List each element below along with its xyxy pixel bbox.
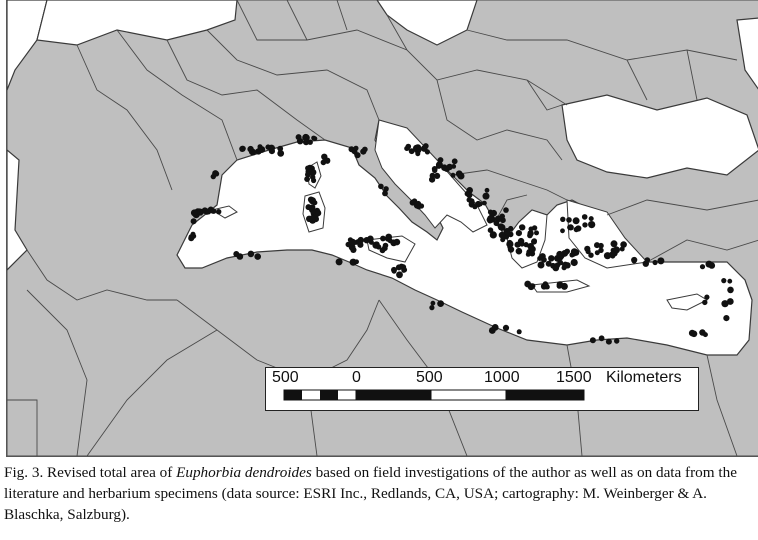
occurrence-dot [305, 166, 310, 171]
occurrence-dot [354, 146, 359, 151]
occurrence-dot [191, 209, 198, 216]
occurrence-dot [632, 258, 637, 263]
occurrence-dot [447, 164, 453, 170]
scale-tick-label: 500 [416, 369, 443, 386]
scale-segment [284, 390, 302, 400]
caption-species: Euphorbia dendroides [176, 464, 312, 481]
occurrence-dot [606, 339, 612, 345]
scale-segment [506, 390, 584, 400]
scale-tick-label: 1000 [484, 369, 520, 386]
occurrence-dot [721, 278, 726, 283]
occurrence-dot [416, 147, 421, 152]
occurrence-dot [429, 305, 434, 310]
occurrence-dot [645, 257, 651, 263]
occurrence-dot [545, 285, 550, 290]
occurrence-dot [254, 253, 261, 260]
occurrence-dot [349, 239, 356, 246]
occurrence-dot [369, 240, 374, 245]
occurrence-dot [519, 225, 524, 230]
occurrence-dot [490, 231, 497, 238]
occurrence-dot [325, 158, 331, 164]
occurrence-dot [653, 260, 658, 265]
occurrence-dot [500, 237, 505, 242]
occurrence-dot [436, 161, 443, 168]
occurrence-dot [611, 240, 618, 247]
occurrence-dot [709, 262, 716, 269]
occurrence-dot [657, 257, 664, 264]
occurrence-dot [212, 170, 219, 177]
scale-tick-label: 0 [352, 369, 361, 386]
occurrence-dot [613, 246, 620, 253]
occurrence-dot [586, 249, 591, 254]
occurrence-dot [191, 218, 197, 224]
occurrence-dot [336, 258, 343, 265]
occurrence-dot [482, 201, 487, 206]
occurrence-dot [248, 251, 255, 258]
occurrence-dot [702, 300, 707, 305]
occurrence-dot [431, 301, 436, 306]
occurrence-dot [494, 220, 500, 226]
occurrence-dot [498, 225, 503, 230]
occurrence-dot [485, 188, 490, 193]
occurrence-dot [529, 227, 534, 232]
occurrence-dot [354, 259, 359, 264]
occurrence-dot [268, 145, 275, 152]
occurrence-dot [308, 140, 313, 145]
occurrence-dot [562, 262, 569, 269]
occurrence-dot [383, 243, 389, 249]
occurrence-dot [206, 208, 211, 213]
occurrence-dot [478, 202, 483, 207]
caption-prefix: Fig. 3. Revised total area of [4, 464, 177, 481]
occurrence-dot [488, 210, 493, 215]
occurrence-dot [306, 204, 312, 210]
occurrence-dot [721, 300, 728, 307]
occurrence-dot [296, 134, 302, 140]
occurrence-dot [350, 247, 356, 253]
occurrence-dot [589, 216, 594, 221]
occurrence-dot [304, 176, 310, 182]
occurrence-dot [247, 146, 253, 152]
scale-tick-label: 1500 [556, 369, 592, 386]
occurrence-dot [257, 147, 262, 152]
occurrence-dot [566, 217, 572, 223]
occurrence-dot [518, 238, 524, 244]
occurrence-dot [388, 238, 393, 243]
occurrence-dot [396, 271, 403, 278]
occurrence-dot [541, 257, 547, 263]
occurrence-dot [529, 246, 536, 253]
occurrence-dot [432, 168, 437, 173]
map-frame [6, 0, 758, 457]
occurrence-dot [527, 233, 533, 239]
occurrence-dot [487, 215, 493, 221]
occurrence-dot [310, 175, 315, 180]
occurrence-dot [311, 136, 316, 141]
occurrence-dot [383, 186, 388, 191]
occurrence-dot [534, 230, 539, 235]
occurrence-dot [727, 287, 734, 294]
occurrence-dot [423, 143, 429, 149]
occurrence-dot [516, 230, 522, 236]
occurrence-dot [277, 150, 284, 157]
occurrence-dot [727, 279, 732, 284]
occurrence-dot [553, 265, 560, 272]
occurrence-dot [595, 250, 600, 255]
occurrence-dot [560, 217, 565, 222]
occurrence-dot [309, 215, 316, 222]
occurrence-dot [703, 332, 708, 337]
occurrence-dot [594, 242, 600, 248]
occurrence-dot [723, 315, 729, 321]
occurrence-dot [531, 239, 537, 245]
occurrence-dot [557, 283, 562, 288]
scale-segment [320, 390, 338, 400]
figure-caption [4, 462, 756, 525]
scale-tick-label: 500 [272, 369, 299, 386]
occurrence-dot [360, 149, 366, 155]
occurrence-dot [503, 325, 509, 331]
occurrence-dot [508, 246, 514, 252]
occurrence-dot [415, 151, 420, 156]
occurrence-dot [402, 267, 407, 272]
occurrence-dot [409, 148, 415, 154]
occurrence-dot [437, 300, 444, 307]
occurrence-dot [574, 218, 579, 223]
scale-unit-label: Kilometers [606, 369, 682, 386]
occurrence-dot [378, 184, 384, 190]
occurrence-dot [571, 248, 578, 255]
occurrence-dot [451, 173, 456, 178]
occurrence-dot [452, 158, 458, 164]
occurrence-dot [483, 193, 490, 200]
occurrence-dot [582, 214, 588, 220]
occurrence-dot [357, 242, 363, 248]
occurrence-dot [429, 177, 435, 183]
scale-bar [265, 367, 699, 411]
occurrence-dot [392, 269, 397, 274]
occurrence-dot [456, 170, 463, 177]
occurrence-dot [434, 173, 440, 179]
occurrence-dot [466, 192, 472, 198]
occurrence-dot [582, 222, 587, 227]
occurrence-dot [524, 281, 531, 288]
occurrence-dot [574, 227, 579, 232]
occurrence-dot [590, 337, 596, 343]
occurrence-dot [548, 255, 554, 261]
occurrence-dot [526, 252, 531, 257]
occurrence-dot [559, 253, 565, 259]
occurrence-dot [374, 241, 380, 247]
occurrence-dot [239, 146, 245, 152]
occurrence-dot [599, 335, 605, 341]
occurrence-dot [492, 324, 499, 331]
occurrence-dot [614, 338, 619, 343]
occurrence-dot [517, 329, 522, 334]
occurrence-dot [425, 149, 430, 154]
occurrence-dot [560, 228, 565, 233]
occurrence-dot [567, 225, 572, 230]
occurrence-dot [588, 221, 595, 228]
scale-bar-graphic [266, 388, 698, 408]
occurrence-dot [571, 259, 578, 266]
occurrence-dot [315, 211, 320, 216]
occurrence-dot [188, 235, 194, 241]
occurrence-dot [414, 202, 421, 209]
occurrence-dot [620, 247, 625, 252]
occurrence-dot [237, 253, 244, 260]
occurrence-dot [689, 330, 696, 337]
occurrence-dot [216, 209, 221, 214]
occurrence-dot [467, 198, 472, 203]
scale-segment [356, 390, 431, 400]
occurrence-dot [704, 295, 709, 300]
occurrence-dot [312, 200, 317, 205]
occurrence-dot [503, 207, 509, 213]
caption-suffix: based on field investigations of the author as well as on data from the literature and herbarium specimens (data source: ESRI Inc., Redlands, CA, USA; cartography: M. Weinberger & A. Blaschka, Salzburg). [4, 464, 737, 523]
occurrence-dot [700, 264, 705, 269]
occurrence-dot [211, 208, 217, 214]
occurrence-dot [504, 228, 511, 235]
occurrence-dot [516, 248, 523, 255]
